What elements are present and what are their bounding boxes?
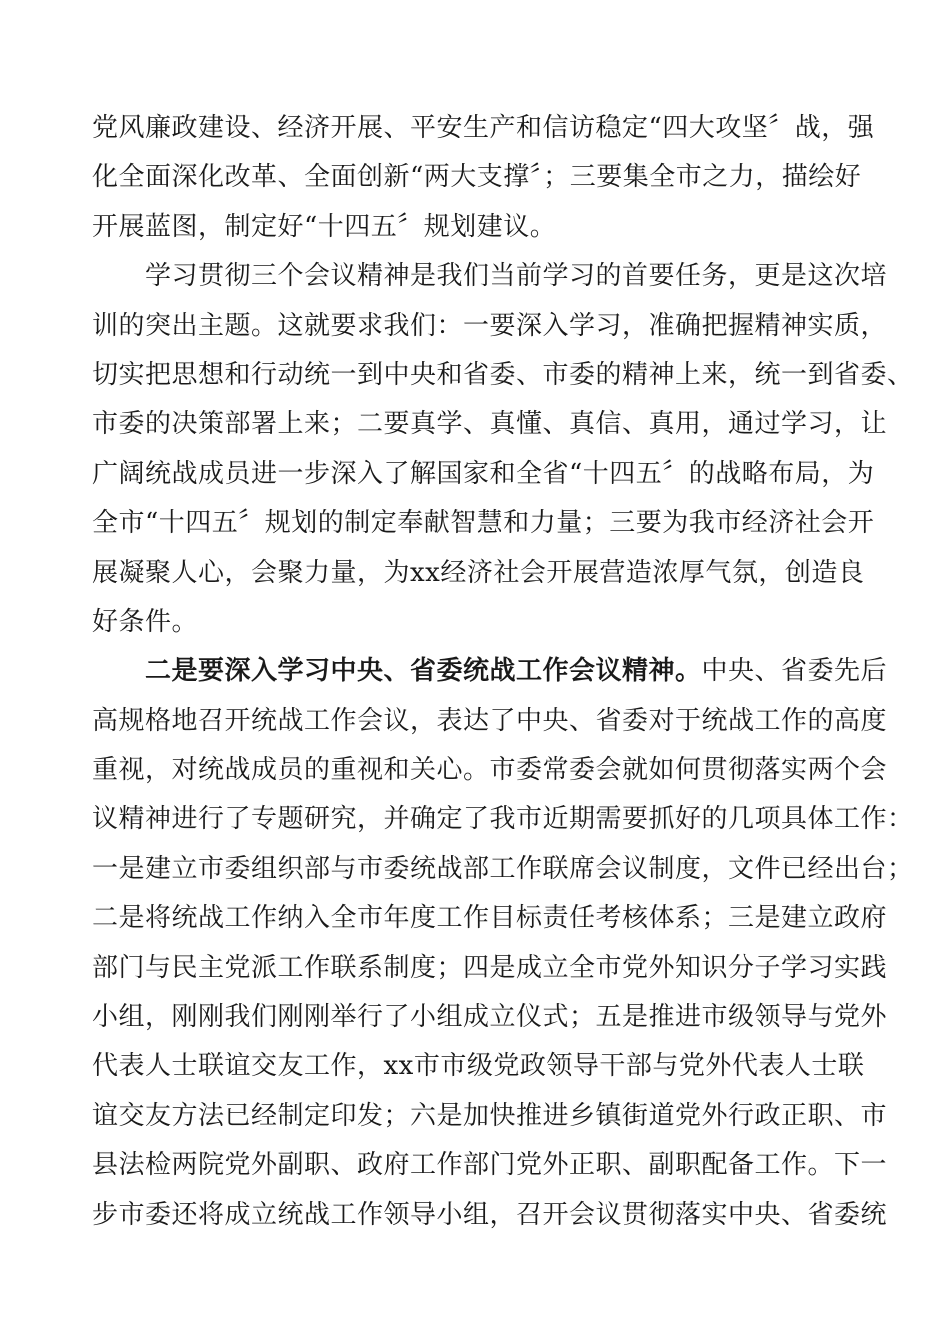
text-line: 广阔统战成员进一步深入了解国家和全省“十四五〞的战略布局，为 xyxy=(92,458,875,489)
text-line: 部门与民主党派工作联系制度；四是成立全市党外知识分子学习实践 xyxy=(92,952,888,983)
text-line: 训的突出主题。这就要求我们：一要深入学习，准确把握精神实质， xyxy=(92,310,888,341)
text-line: 一是建立市委组织部与市委统战部工作联席会议制度，文件已经出台； xyxy=(92,853,914,884)
text-line: 小组，刚刚我们刚刚举行了小组成立仪式；五是推进市级领导与党外 xyxy=(92,1002,888,1033)
paragraph-1 xyxy=(92,104,875,252)
text-line: 化全面深化改革、全面创新“两大支撑〞；三要集全市之力，描绘好 xyxy=(92,162,862,193)
text-line: 县法检两院党外副职、政府工作部门党外正职、副职配备工作。下一 xyxy=(92,1150,888,1181)
text-line: 全市“十四五〞规划的制定奉献智慧和力量；三要为我市经济社会开 xyxy=(92,508,875,539)
text-line: 好条件。 xyxy=(92,606,199,637)
text-line: 谊交友方法已经制定印发；六是加快推进乡镇街道党外行政正职、市 xyxy=(92,1100,888,1131)
heading-line-continuation: 中央、省委先后 xyxy=(701,656,888,687)
text-line: 步市委还将成立统战工作领导小组，召开会议贯彻落实中央、省委统 xyxy=(92,1199,888,1230)
text-line xyxy=(92,647,888,696)
text-line: 议精神进行了专题研究，并确定了我市近期需要抓好的几项具体工作： xyxy=(92,804,914,835)
document-body xyxy=(92,104,914,1240)
section-heading: 二是要深入学习中央、省委统战工作会议精神。 xyxy=(145,656,702,687)
text-line: 高规格地召开统战工作会议，表达了中央、省委对于统战工作的高度 xyxy=(92,705,888,736)
paragraph-2 xyxy=(92,252,914,647)
text-line: 切实把思想和行动统一到中央和省委、市委的精神上来，统一到省委、 xyxy=(92,359,914,390)
text-line: 代表人士联谊交友工作，xx市市级党政领导干部与党外代表人士联 xyxy=(92,1051,865,1082)
text-line: 党风廉政建设、经济开展、平安生产和信访稳定“四大攻坚〞战，强 xyxy=(92,113,875,143)
text-line: 展凝聚人心，会聚力量，为xx经济社会开展营造浓厚气氛，创造良 xyxy=(92,557,865,588)
paragraph-3 xyxy=(92,647,914,1240)
text-line: 二是将统战工作纳入全市年度工作目标责任考核体系；三是建立政府 xyxy=(92,903,888,934)
text-line: 学习贯彻三个会议精神是我们当前学习的首要任务，更是这次培 xyxy=(145,261,888,292)
text-line: 市委的决策部署上来；二要真学、真懂、真信、真用，通过学习，让 xyxy=(92,409,888,440)
text-line: 重视，对统战成员的重视和关心。市委常委会就如何贯彻落实两个会 xyxy=(92,755,888,786)
text-line: 开展蓝图，制定好“十四五〞规划建议。 xyxy=(92,211,557,242)
